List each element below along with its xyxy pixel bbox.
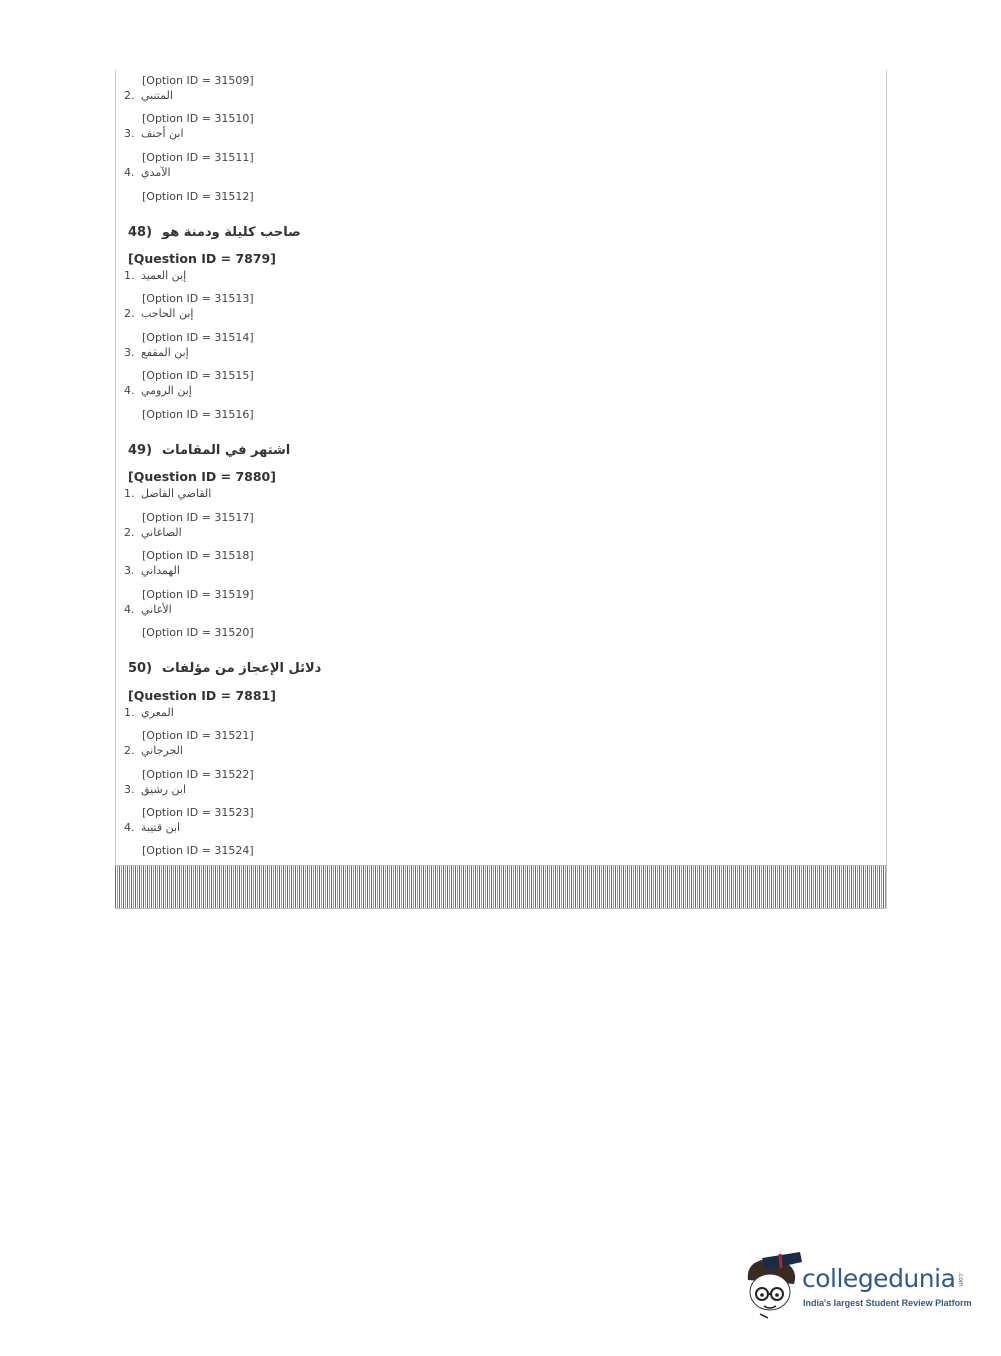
question-title (128, 661, 321, 676)
question-text: دلائل الإعجاز من مؤلفات (162, 661, 322, 676)
option-id: [Option ID = 31515] (142, 369, 254, 382)
question-id: [Question ID = 7879] (128, 251, 276, 266)
option-number: 4. (124, 821, 135, 834)
question-title (128, 225, 301, 240)
option-number: 1. (124, 269, 135, 282)
option-number: 4. (124, 166, 135, 179)
question-number: 49) (128, 443, 153, 458)
option-number: 2. (124, 89, 135, 102)
option-number: 3. (124, 346, 135, 359)
option-text: الأغاني (141, 603, 172, 616)
option-item (124, 821, 180, 834)
option-text: الهمداني (141, 564, 180, 577)
option-id: [Option ID = 31512] (142, 190, 254, 203)
option-number: 2. (124, 744, 135, 757)
option-text: الجرجاني (141, 744, 183, 757)
question-title (128, 443, 290, 458)
barcode-strip (115, 865, 886, 909)
option-number: 4. (124, 384, 135, 397)
option-item (124, 783, 186, 796)
option-text: الصاغاني (141, 526, 182, 539)
option-item (124, 487, 211, 500)
option-id: [Option ID = 31521] (142, 729, 254, 742)
option-id: [Option ID = 31524] (142, 844, 254, 857)
option-item (124, 127, 184, 140)
option-item (124, 706, 174, 719)
option-text: إبن الحاجب (141, 307, 194, 320)
option-id: [Option ID = 31514] (142, 331, 254, 344)
option-number: 2. (124, 307, 135, 320)
logo-com: .com (957, 1272, 964, 1287)
option-id: [Option ID = 31513] (142, 292, 254, 305)
option-id: [Option ID = 31519] (142, 588, 254, 601)
option-text: إبن الرومي (141, 384, 192, 397)
option-item (124, 384, 192, 397)
option-item (124, 526, 182, 539)
option-id: [Option ID = 31517] (142, 511, 254, 524)
option-id: [Option ID = 31510] (142, 112, 254, 125)
option-item (124, 564, 180, 577)
option-number: 2. (124, 526, 135, 539)
option-item (124, 307, 193, 320)
question-number: 48) (128, 225, 153, 240)
option-number: 3. (124, 127, 135, 140)
option-item (124, 603, 172, 616)
option-text: الآمدي (141, 166, 171, 179)
option-id: [Option ID = 31509] (142, 74, 254, 87)
question-id: [Question ID = 7880] (128, 469, 276, 484)
option-text: إبن العميد (141, 269, 187, 282)
option-text: ابن رشيق (141, 783, 187, 796)
option-number: 1. (124, 706, 135, 719)
option-text: إبن المقفع (141, 346, 189, 359)
option-text: ابن أحنف (141, 127, 184, 140)
option-item (124, 744, 183, 757)
question-text: صاحب كليلة ودمنة هو (162, 225, 301, 240)
option-item (124, 89, 173, 102)
option-number: 1. (124, 487, 135, 500)
question-number: 50) (128, 661, 153, 676)
logo-tagline: India's largest Student Review Platform (803, 1298, 972, 1308)
option-text: المعري (141, 706, 174, 719)
question-text: اشتهر في المقامات (162, 443, 291, 458)
option-text: القاضي الفاضل (141, 487, 212, 500)
option-id: [Option ID = 31516] (142, 408, 254, 421)
option-item (124, 269, 186, 282)
option-id: [Option ID = 31523] (142, 806, 254, 819)
question-id: [Question ID = 7881] (128, 688, 276, 703)
collegedunia-logo[interactable] (742, 1250, 972, 1320)
option-number: 4. (124, 603, 135, 616)
option-text: ابن قتيبة (141, 821, 181, 834)
option-id: [Option ID = 31518] (142, 549, 254, 562)
option-item (124, 166, 171, 179)
option-number: 3. (124, 783, 135, 796)
mascot-icon (742, 1250, 804, 1320)
option-number: 3. (124, 564, 135, 577)
logo-wordmark: collegedunia (802, 1264, 956, 1293)
option-id: [Option ID = 31511] (142, 151, 254, 164)
option-item (124, 346, 189, 359)
option-id: [Option ID = 31520] (142, 626, 254, 639)
option-id: [Option ID = 31522] (142, 768, 254, 781)
option-text: المتنبي (141, 89, 173, 102)
